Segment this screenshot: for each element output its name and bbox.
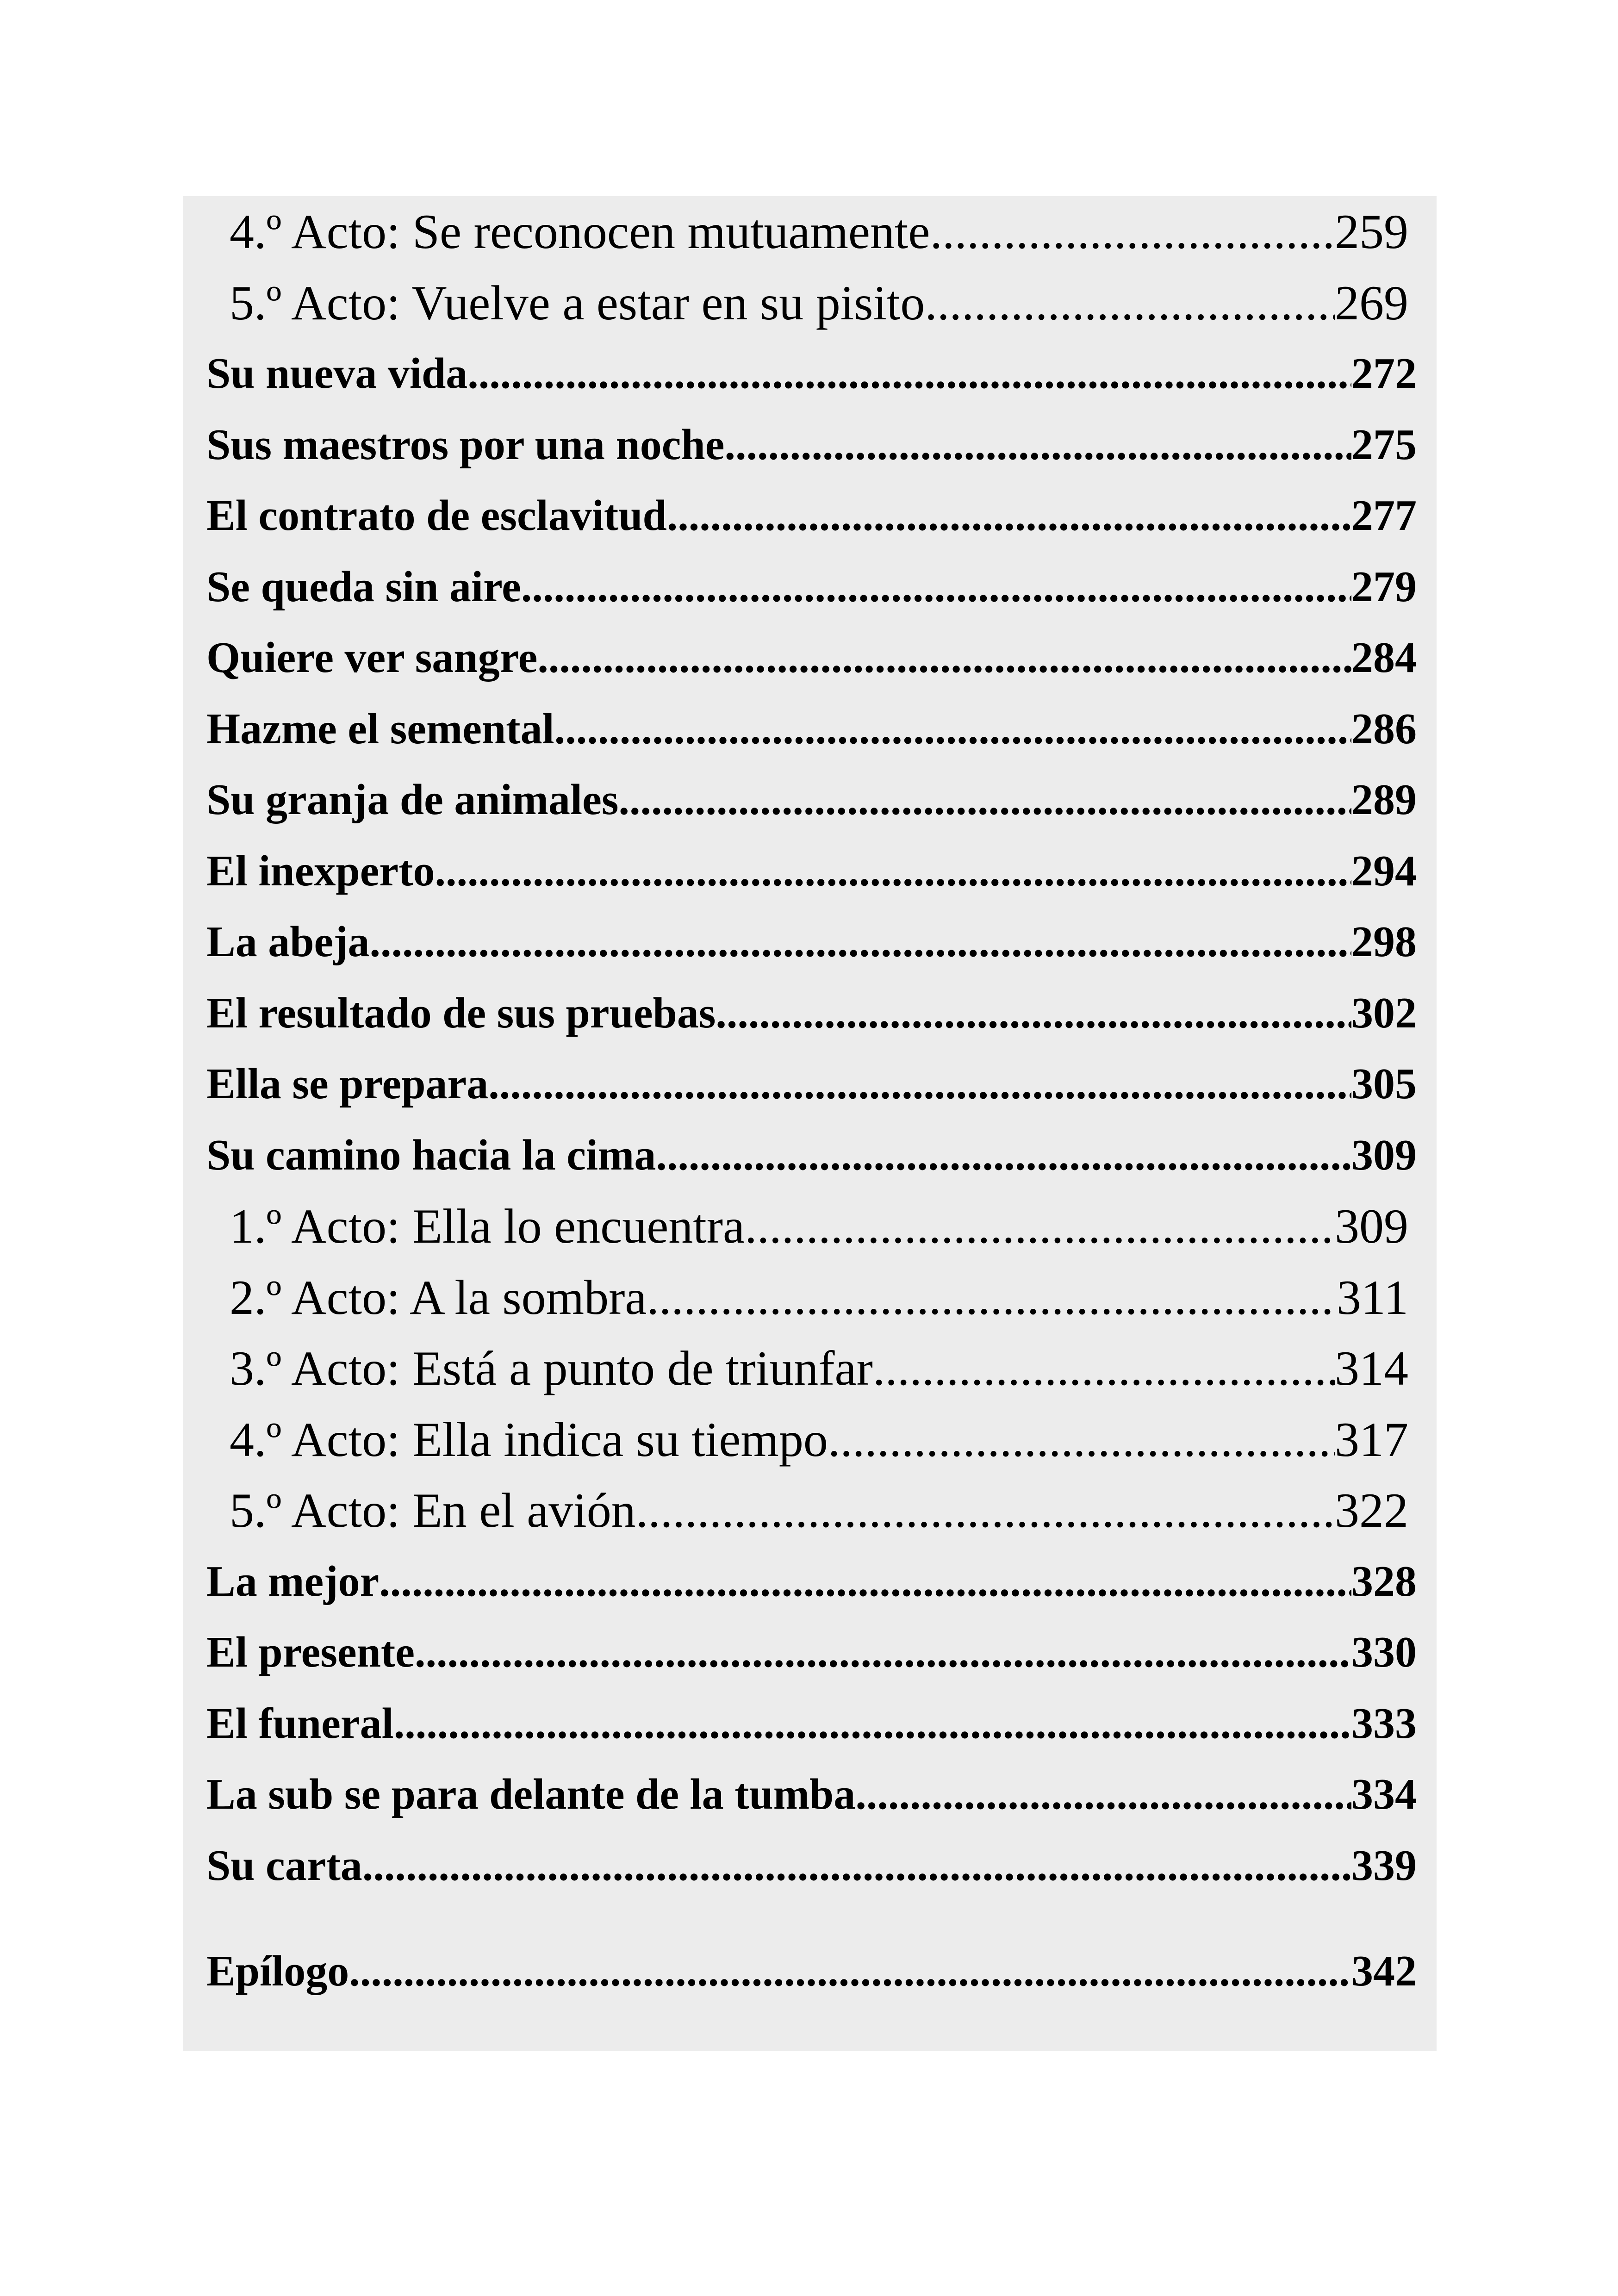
toc-entry-title: Sus maestros por una noche bbox=[206, 420, 725, 469]
toc-dot-leader bbox=[873, 1333, 1335, 1404]
toc-entry-page: 309 bbox=[1351, 1131, 1417, 1179]
toc-dot-leader bbox=[554, 694, 1351, 765]
toc-entry-title: Se queda sin aire bbox=[206, 562, 521, 611]
toc-dot-leader bbox=[930, 196, 1335, 268]
toc-entry-section[interactable] bbox=[206, 1759, 1417, 1830]
toc-entry-title: La mejor bbox=[206, 1557, 380, 1605]
toc-entry-section[interactable] bbox=[206, 410, 1417, 481]
toc-dot-leader bbox=[467, 338, 1351, 410]
toc-entry-page: 334 bbox=[1351, 1770, 1417, 1818]
toc-dot-leader bbox=[725, 410, 1351, 481]
toc-entry-page: 289 bbox=[1351, 776, 1417, 824]
toc-entry-section[interactable] bbox=[206, 1120, 1417, 1191]
toc-entry-title: 5.º Acto: Vuelve a estar en su pisito bbox=[230, 275, 925, 330]
toc-entry-act[interactable] bbox=[206, 1191, 1417, 1262]
toc-entry-section[interactable] bbox=[206, 338, 1417, 410]
toc-dot-leader bbox=[349, 1936, 1351, 2007]
toc-dot-leader bbox=[394, 1688, 1351, 1760]
toc-entry-title: 5.º Acto: En el avión bbox=[230, 1483, 636, 1537]
toc-entry-page: 259 bbox=[1335, 205, 1408, 259]
toc-entry-act[interactable] bbox=[206, 1333, 1417, 1404]
toc-dot-leader bbox=[379, 1546, 1351, 1618]
toc-entry-section[interactable] bbox=[206, 1049, 1417, 1120]
toc-dot-leader bbox=[415, 1617, 1351, 1688]
toc-entry-title: 3.º Acto: Está a punto de triunfar bbox=[230, 1341, 873, 1395]
toc-entry-title: Su nueva vida bbox=[206, 349, 468, 398]
toc-entry-page: 302 bbox=[1351, 989, 1417, 1037]
toc-entry-page: 309 bbox=[1335, 1199, 1408, 1253]
toc-entry-title: Su carta bbox=[206, 1841, 362, 1890]
toc-entry-title: Su granja de animales bbox=[206, 776, 619, 824]
toc-entry-section[interactable] bbox=[206, 765, 1417, 836]
toc-dot-leader bbox=[647, 1262, 1337, 1333]
toc-entry-page: 330 bbox=[1351, 1628, 1417, 1676]
toc-entry-section[interactable] bbox=[206, 907, 1417, 978]
toc-entry-page: 286 bbox=[1351, 704, 1417, 753]
toc-dot-leader bbox=[656, 1120, 1351, 1191]
toc-entry-act[interactable] bbox=[206, 196, 1417, 268]
toc-entry-page: 272 bbox=[1351, 349, 1417, 398]
toc-entry-page: 277 bbox=[1351, 492, 1417, 540]
toc-entry-title: 1.º Acto: Ella lo encuentra bbox=[230, 1199, 745, 1253]
toc-entry-section[interactable] bbox=[206, 1830, 1417, 1902]
toc-entry-page: 269 bbox=[1335, 275, 1408, 330]
toc-entry-title: Hazme el semental bbox=[206, 704, 554, 753]
toc-entry-title: El contrato de esclavitud bbox=[206, 492, 667, 540]
toc-entry-title: Quiere ver sangre bbox=[206, 634, 538, 682]
toc-entry-title: La sub se para delante de la tumba bbox=[206, 1770, 856, 1818]
toc-dot-leader bbox=[488, 1049, 1351, 1120]
toc-dot-leader bbox=[828, 1404, 1335, 1475]
toc-entry-title: La abeja bbox=[206, 918, 370, 966]
toc-entry-title: Epílogo bbox=[206, 1947, 349, 1995]
toc-dot-leader bbox=[618, 765, 1351, 836]
toc-entry-section[interactable] bbox=[206, 978, 1417, 1049]
toc-entry-act[interactable] bbox=[206, 268, 1417, 339]
toc-entry-section[interactable] bbox=[206, 836, 1417, 907]
toc-entry-section[interactable] bbox=[206, 1617, 1417, 1688]
toc-entry-page: 279 bbox=[1351, 562, 1417, 611]
toc-entry-page: 311 bbox=[1336, 1270, 1408, 1325]
toc-entry-section[interactable] bbox=[206, 480, 1417, 552]
toc-entry-section[interactable] bbox=[206, 1546, 1417, 1618]
toc-entry-page: 317 bbox=[1335, 1412, 1408, 1467]
toc-entry-page: 342 bbox=[1351, 1947, 1417, 1995]
toc-entry-page: 305 bbox=[1351, 1060, 1417, 1108]
toc-entry-page: 294 bbox=[1351, 846, 1417, 895]
toc-entry-page: 333 bbox=[1351, 1699, 1417, 1748]
toc-entry-act[interactable] bbox=[206, 1262, 1417, 1333]
toc-entry-title: 2.º Acto: A la sombra bbox=[230, 1270, 647, 1325]
toc-dot-leader bbox=[636, 1475, 1335, 1546]
toc-dot-leader bbox=[925, 268, 1335, 339]
toc-entry-page: 322 bbox=[1335, 1483, 1408, 1537]
toc-entry-section[interactable] bbox=[206, 622, 1417, 694]
toc-dot-leader bbox=[435, 836, 1351, 907]
toc-dot-leader bbox=[855, 1759, 1351, 1830]
toc-entry-page: 328 bbox=[1351, 1557, 1417, 1605]
toc-dot-leader bbox=[716, 978, 1351, 1049]
toc-entry-title: El inexperto bbox=[206, 846, 435, 895]
toc-entry-page: 339 bbox=[1351, 1841, 1417, 1890]
toc-dot-leader bbox=[537, 622, 1351, 694]
toc-entry-section[interactable] bbox=[206, 694, 1417, 765]
toc-entry-title: El resultado de sus pruebas bbox=[206, 989, 716, 1037]
toc-dot-leader bbox=[745, 1191, 1335, 1262]
toc-entry-act[interactable] bbox=[206, 1404, 1417, 1475]
toc-entry-page: 284 bbox=[1351, 634, 1417, 682]
toc-dot-leader bbox=[370, 907, 1352, 978]
toc-entry-title: Ella se prepara bbox=[206, 1060, 489, 1108]
table-of-contents bbox=[183, 196, 1437, 2051]
toc-entry-section[interactable] bbox=[206, 552, 1417, 623]
toc-dot-leader bbox=[521, 552, 1351, 623]
toc-entry-title: El funeral bbox=[206, 1699, 394, 1748]
toc-dot-leader bbox=[362, 1830, 1351, 1902]
toc-entry-section[interactable] bbox=[206, 1688, 1417, 1760]
toc-entry-page: 298 bbox=[1351, 918, 1417, 966]
toc-list bbox=[206, 196, 1417, 2007]
toc-dot-leader bbox=[667, 480, 1351, 552]
toc-entry-section[interactable] bbox=[206, 1936, 1417, 2007]
toc-entry-page: 314 bbox=[1335, 1341, 1408, 1395]
toc-entry-title: Su camino hacia la cima bbox=[206, 1131, 656, 1179]
toc-entry-page: 275 bbox=[1351, 420, 1417, 469]
toc-entry-title: El presente bbox=[206, 1628, 415, 1676]
toc-entry-act[interactable] bbox=[206, 1475, 1417, 1546]
toc-entry-title: 4.º Acto: Ella indica su tiempo bbox=[230, 1412, 828, 1467]
toc-entry-title: 4.º Acto: Se reconocen mutuamente bbox=[230, 205, 930, 259]
